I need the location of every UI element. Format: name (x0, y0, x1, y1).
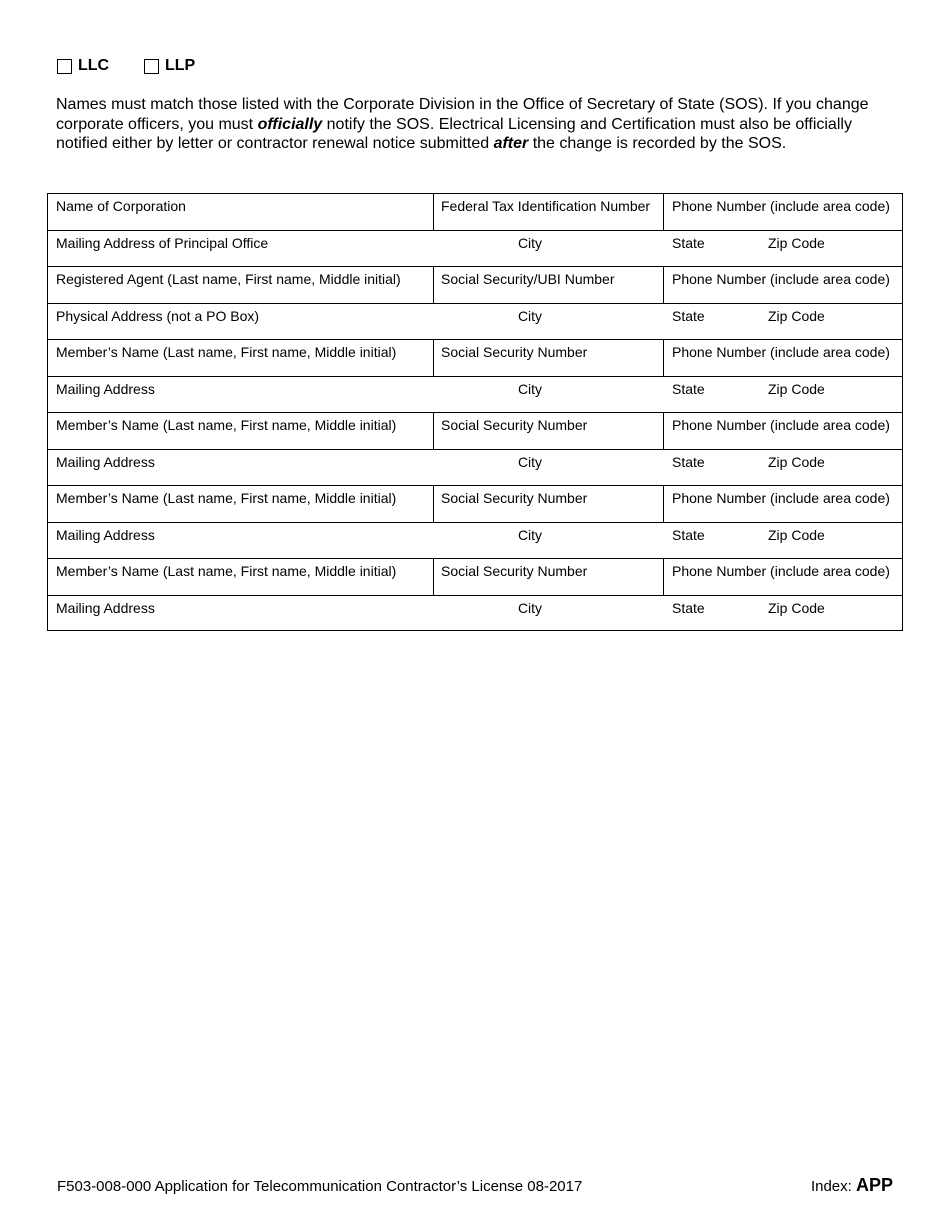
instructions-text-2: notify the SOS. Electrical Licensing and Certification must also be officially notified either by letter or contractor renewal notice submitted (56, 115, 852, 153)
state-label: State (672, 526, 705, 543)
name-label: Member’s Name (Last name, First name, Middle initial) (56, 344, 397, 360)
phone-label: Phone Number (include area code) (672, 563, 890, 579)
id-number-label: Federal Tax Identification Number (441, 198, 651, 214)
zip-label: Zip Code (768, 453, 825, 470)
llc-checkbox[interactable] (57, 59, 72, 74)
city-label: City (517, 453, 543, 470)
instructions-paragraph (56, 95, 896, 154)
name-label: Registered Agent (Last name, First name, Middle initial) (56, 271, 401, 287)
state-label: State (672, 453, 705, 470)
name-label: Member’s Name (Last name, First name, Middle initial) (56, 563, 397, 579)
phone-label: Phone Number (include area code) (672, 271, 890, 287)
zip-label: Zip Code (768, 380, 825, 397)
address-label: Physical Address (not a PO Box) (56, 307, 260, 324)
id-number-label: Social Security Number (441, 417, 588, 433)
city-label: City (517, 599, 543, 616)
city-label: City (517, 307, 543, 324)
llp-label: LLP (165, 57, 196, 74)
llc-label: LLC (78, 57, 110, 74)
instructions-emphasis-after: after (493, 135, 529, 153)
zip-label: Zip Code (768, 234, 825, 251)
zip-label: Zip Code (768, 526, 825, 543)
name-label: Member’s Name (Last name, First name, Middle initial) (56, 490, 397, 506)
address-label: Mailing Address (56, 380, 155, 397)
form-id: F503-008-000 Application for Telecommunication Contractor’s License 08-2017 (57, 1178, 583, 1195)
instructions-text-1: Names must match those listed with the Corporate Division in the Office of Secretary of State (SOS). If you change corporate officers, you must (56, 96, 869, 133)
city-label: City (517, 526, 543, 543)
id-number-label: Social Security Number (441, 344, 588, 360)
id-number-label: Social Security Number (441, 563, 588, 579)
name-label: Member’s Name (Last name, First name, Middle initial) (56, 417, 397, 433)
zip-label: Zip Code (768, 307, 825, 324)
index-value: APP (855, 1175, 893, 1195)
city-label: City (517, 234, 543, 251)
phone-label: Phone Number (include area code) (672, 344, 890, 360)
form-index (811, 1175, 893, 1196)
phone-label: Phone Number (include area code) (672, 490, 890, 506)
officer-information-table (47, 193, 903, 631)
phone-label: Phone Number (include area code) (672, 417, 890, 433)
phone-label: Phone Number (include area code) (672, 198, 890, 214)
address-label: Mailing Address of Principal Office (56, 234, 269, 251)
llp-checkbox[interactable] (144, 59, 159, 74)
address-label: Mailing Address (56, 599, 155, 616)
instructions-text-3: the change is recorded by the SOS. (528, 135, 787, 153)
state-label: State (672, 380, 705, 397)
address-label: Mailing Address (56, 453, 155, 470)
name-label: Name of Corporation (56, 198, 186, 214)
state-label: State (672, 599, 705, 616)
index-label: Index: (810, 1178, 852, 1195)
address-label: Mailing Address (56, 526, 155, 543)
state-label: State (672, 307, 705, 324)
id-number-label: Social Security Number (441, 490, 588, 506)
option-llp[interactable] (144, 56, 195, 76)
city-label: City (517, 380, 543, 397)
zip-label: Zip Code (768, 599, 825, 616)
option-llc[interactable] (57, 56, 109, 76)
state-label: State (672, 234, 705, 251)
id-number-label: Social Security/UBI Number (441, 271, 615, 287)
instructions-emphasis-officially: officially (257, 115, 323, 133)
